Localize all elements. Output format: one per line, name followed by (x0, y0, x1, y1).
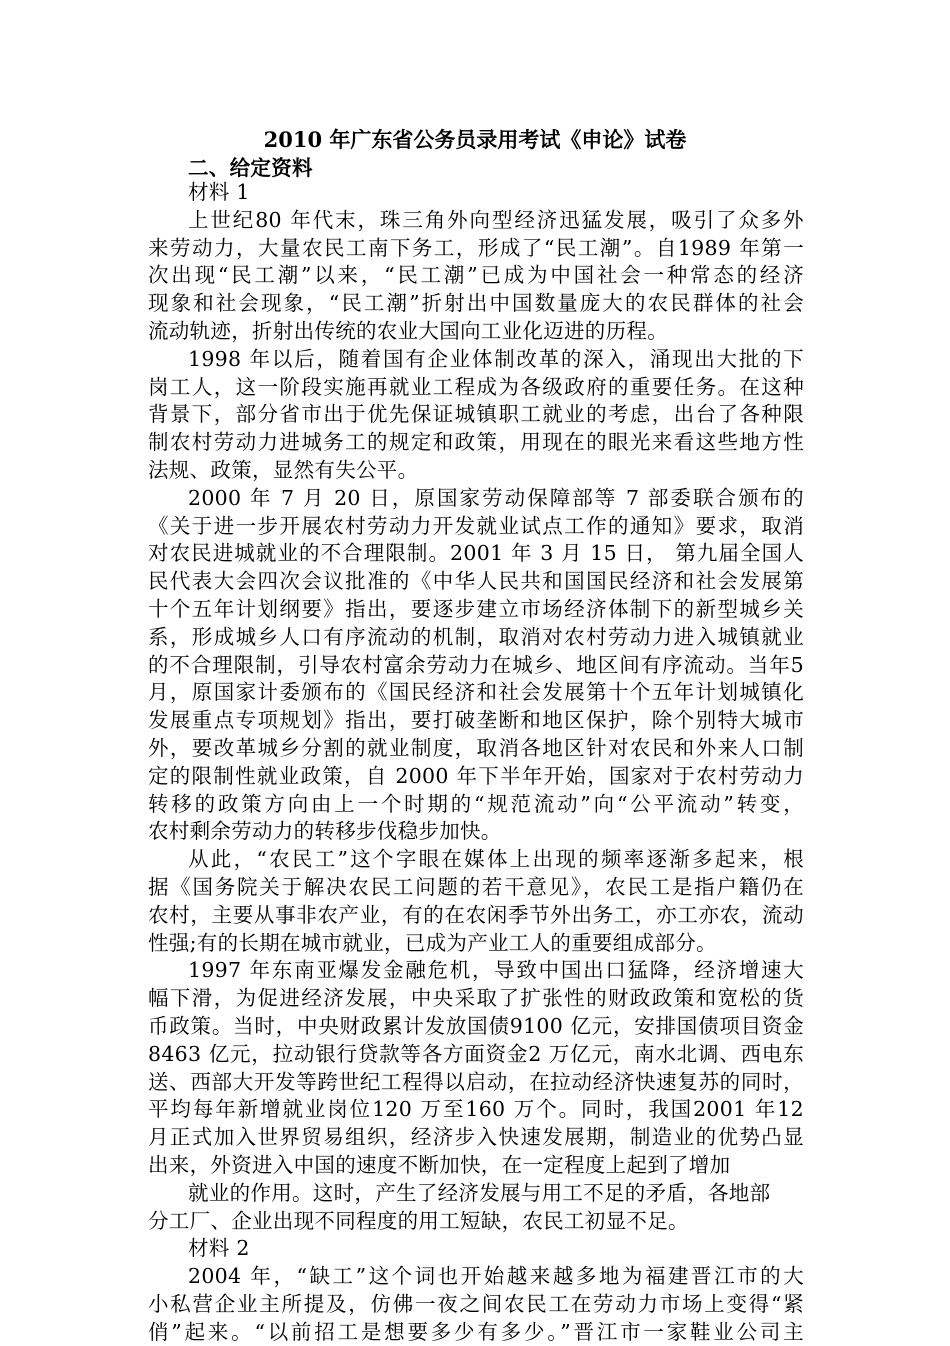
text-line: 流动轨迹，折射出传统的农业大国向工业化迈进的历程。 (148, 319, 668, 343)
text-line: 2000 年 7 月 20 日，原国家劳动保障部等 7 部委联合颁布的 (188, 486, 804, 510)
text-line: 来劳动力，大量农民工南下务工，形成了“民工潮”。自1989 年第一 (148, 236, 804, 260)
text-line: 背景下，部分省市出于优先保证城镇职工就业的考虑，出台了各种限 (148, 402, 804, 426)
text-line: 农村剩余劳动力的转移步伐稳步加快。 (148, 819, 502, 843)
document-title: 2010 年广东省公务员录用考试《申论》试卷 (263, 127, 687, 152)
text-line: 分工厂、企业出现不同程度的用工短缺，农民工初显不足。 (148, 1209, 689, 1233)
text-line: 农村，主要从事非农产业，有的在农闲季节外出务工，亦工亦农，流动 (148, 903, 804, 927)
text-line: 系，形成城乡人口有序流动的机制，取消对农村劳动力进入城镇就业 (148, 625, 804, 649)
text-line: 俏”起来。“以前招工是想要多少有多少。”晋江市一家鞋业公司主 (148, 1320, 804, 1344)
text-line: 制农村劳动力进城务工的规定和政策，用现在的眼光来看这些地方性 (148, 430, 804, 454)
text-line: 从此，“农民工”这个字眼在媒体上出现的频率逐渐多起来，根 (188, 847, 804, 871)
text-line: 法规、政策，显然有失公平。 (148, 458, 419, 482)
text-line: 《关于进一步开展农村劳动力开发就业试点工作的通知》要求，取消 (148, 514, 804, 538)
text-line: 1997 年东南亚爆发金融危机，导致中国出口猛降，经济增速大 (188, 958, 804, 982)
text-line: 币政策。当时，中央财政累计发放国债9100 亿元，安排国债项目资金 (148, 1014, 804, 1038)
text-line: 的不合理限制，引导农村富余劳动力在城乡、地区间有序流动。当年5 (148, 653, 804, 677)
text-line: 材料 1 (188, 180, 250, 204)
text-line: 现象和社会现象，“民工潮”折射出中国数量庞大的农民群体的社会 (148, 291, 804, 315)
text-line: 次出现“民工潮”以来，“民工潮”已成为中国社会一种常态的经济 (148, 263, 804, 287)
text-line: 外，要改革城乡分割的就业制度，取消各地区针对农民和外来人口制 (148, 736, 804, 760)
text-line: 平均每年新增就业岗位120 万至160 万个。同时，我国2001 年12 (148, 1097, 804, 1121)
text-line: 8463 亿元，拉动银行贷款等各方面资金2 万亿元，南水北调、西电东 (148, 1042, 804, 1066)
section-heading: 二、给定资料 (188, 156, 313, 180)
text-line: 对农民进城就业的不合理限制。2001 年 3 月 15 日， 第九届全国人 (148, 541, 804, 565)
text-line: 据《国务院关于解决农民工问题的若干意见》，农民工是指户籍仍在 (148, 875, 804, 899)
text-line: 民代表大会四次会议批准的《中华人民共和国国民经济和社会发展第 (148, 569, 804, 593)
text-line: 发展重点专项规划》指出，要打破垄断和地区保护，除个别特大城市 (148, 708, 804, 732)
text-line: 1998 年以后，随着国有企业体制改革的深入，涌现出大批的下 (188, 347, 804, 371)
text-line: 定的限制性就业政策，自 2000 年下半年开始，国家对于农村劳动力 (148, 764, 804, 788)
text-line: 小私营企业主所提及，仿佛一夜之间农民工在劳动力市场上变得“紧 (148, 1292, 804, 1316)
text-line: 材料 2 (188, 1236, 250, 1260)
text-line: 月，原国家计委颁布的《国民经济和社会发展第十个五年计划城镇化 (148, 680, 804, 704)
text-line: 岗工人，这一阶段实施再就业工程成为各级政府的重要任务。在这种 (148, 375, 804, 399)
text-line: 出来，外资进入中国的速度不断加快，在一定程度上起到了增加 (148, 1153, 731, 1177)
text-line: 转移的政策方向由上一个时期的“规范流动”向“公平流动”转变， (148, 792, 804, 816)
text-line: 2004 年，“缺工”这个词也开始越来越多地为福建晋江市的大 (188, 1264, 804, 1288)
text-line: 送、西部大开发等跨世纪工程得以启动，在拉动经济快速复苏的同时， (148, 1070, 804, 1094)
text-line: 月正式加入世界贸易组织，经济步入快速发展期，制造业的优势凸显 (148, 1125, 804, 1149)
text-line: 上世纪80 年代末，珠三角外向型经济迅猛发展，吸引了众多外 (188, 208, 804, 232)
text-line: 幅下滑，为促进经济发展，中央采取了扩张性的财政政策和宽松的货 (148, 986, 804, 1010)
text-line: 性强;有的长期在城市就业，已成为产业工人的重要组成部分。 (148, 931, 717, 955)
text-line: 就业的作用。这时，产生了经济发展与用工不足的矛盾，各地部 (188, 1181, 771, 1205)
text-line: 十个五年计划纲要》指出，要逐步建立市场经济体制下的新型城乡关 (148, 597, 804, 621)
